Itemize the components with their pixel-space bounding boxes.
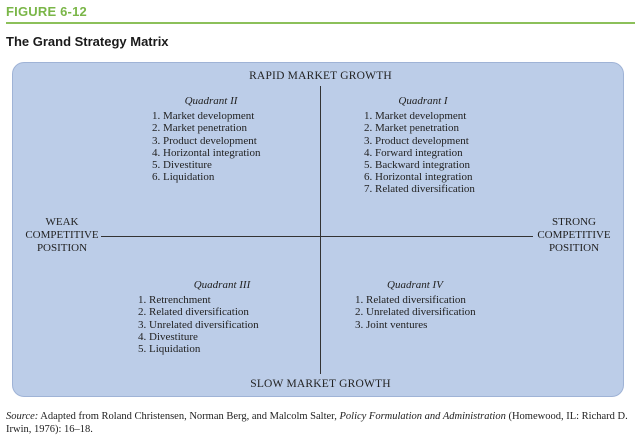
quadrant-ii	[152, 95, 302, 183]
quadrant-title: Quadrant I	[398, 95, 448, 107]
source-note	[6, 410, 631, 436]
strategy-item: 6. Horizontal integration	[364, 171, 473, 184]
strategy-item: 3. Product development	[364, 134, 469, 147]
figure-rule	[6, 22, 635, 24]
quadrant-i	[364, 95, 514, 196]
strategy-item: 4. Horizontal integration	[152, 146, 261, 159]
quadrant-iii	[138, 279, 288, 355]
figure-label: FIGURE 6-12	[6, 4, 87, 19]
axis-label-right	[528, 216, 620, 255]
strategy-item: 2. Market penetration	[364, 122, 459, 135]
strategy-item: 5. Liquidation	[138, 343, 201, 356]
axis-label-left-line: POSITION	[36, 242, 88, 254]
strategy-item: 1. Retrenchment	[138, 294, 211, 307]
strategy-list	[138, 294, 288, 355]
figure-title: The Grand Strategy Matrix	[6, 34, 169, 49]
axis-label-right-line: POSITION	[548, 242, 600, 254]
strategy-list	[355, 294, 505, 331]
quadrant-iv	[355, 279, 505, 331]
strategy-item: 2. Market penetration	[152, 122, 247, 135]
axis-label-right-line: COMPETITIVE	[537, 229, 611, 241]
strategy-item: 4. Divestiture	[138, 330, 198, 343]
strategy-item: 6. Liquidation	[152, 171, 215, 184]
strategy-item: 5. Backward integration	[364, 159, 470, 172]
strategy-item: 2. Unrelated diversification	[355, 306, 476, 319]
strategy-item: 2. Related diversification	[138, 306, 249, 319]
quadrant-title: Quadrant III	[193, 279, 251, 291]
strategy-item: 7. Related diversification	[364, 183, 475, 196]
strategy-list	[152, 110, 302, 183]
strategy-item: 4. Forward integration	[364, 146, 463, 159]
strategy-item: 3. Unrelated diversification	[138, 318, 259, 331]
axis-label-top: RAPID MARKET GROWTH	[249, 70, 392, 82]
axis-label-left	[16, 216, 108, 255]
vertical-axis-line	[320, 86, 321, 374]
strategy-item: 5. Divestiture	[152, 159, 212, 172]
horizontal-axis-line	[101, 236, 533, 237]
axis-label-left-line: WEAK	[45, 216, 79, 228]
strategy-item: 1. Related diversification	[355, 294, 466, 307]
source-book-title: Policy Formulation and Administration	[339, 411, 506, 422]
strategy-item: 3. Joint ventures	[355, 318, 428, 331]
quadrant-title: Quadrant II	[184, 95, 238, 107]
source-text: Adapted from Roland Christensen, Norman Berg, and Malcolm Salter,	[38, 411, 340, 422]
strategy-item: 1. Market development	[364, 110, 467, 123]
source-text: (Homewood, IL: Richard D. Irwin, 1976): 16–18.	[6, 411, 628, 435]
axis-label-left-line: COMPETITIVE	[25, 229, 99, 241]
source-label: Source:	[6, 411, 39, 422]
axis-label-bottom: SLOW MARKET GROWTH	[250, 378, 391, 390]
axis-label-right-line: STRONG	[551, 216, 596, 228]
strategy-item: 1. Market development	[152, 110, 255, 123]
quadrant-title: Quadrant IV	[387, 279, 443, 291]
strategy-item: 3. Product development	[152, 134, 257, 147]
strategy-list	[364, 110, 514, 195]
